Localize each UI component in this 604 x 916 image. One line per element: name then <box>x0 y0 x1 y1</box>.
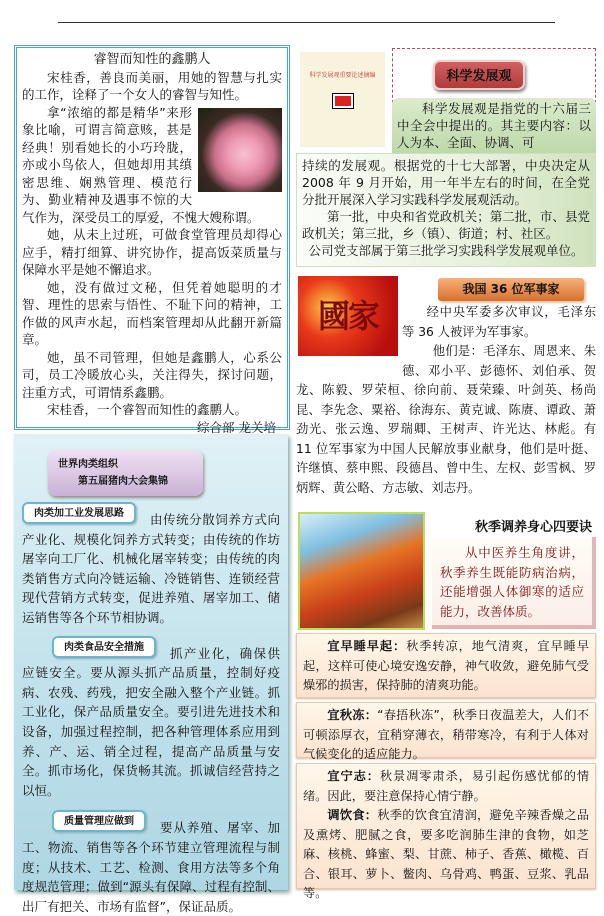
book-cover-image <box>300 52 385 147</box>
tip-text: 秋景凋零肃杀，易引起伤感忧郁的情绪。因此，要注意保持心情宁静。 <box>303 769 590 803</box>
article-pork-conference <box>14 434 288 914</box>
science-panel <box>296 153 596 267</box>
signature: 综合部 龙关培 <box>197 419 276 435</box>
tip-heading: 宜秋冻： <box>327 708 378 722</box>
tip-box <box>296 702 596 761</box>
section-tag: 肉类食品安全措施 <box>52 636 156 658</box>
header-rule <box>58 22 555 23</box>
paragraph: 经中央军委多次审议，毛泽东等 36 人被评为军事家。 <box>402 305 596 339</box>
paragraph: 公司党支部属于第三批学习实践科学发展观单位。 <box>308 243 584 258</box>
tip-text: “春捂秋冻”，秋季日夜温差大，人们不可顿添厚衣，宜稍穿薄衣，稍带寒冷，有利于人体对气候变化的适应能力。 <box>303 708 589 761</box>
article-title: 睿智而知性的鑫鹏人 <box>93 52 211 67</box>
article-xinpeng-person <box>14 45 290 435</box>
rose-photo <box>198 108 282 192</box>
section-title: 秋季调养身心四要诀 <box>474 520 592 535</box>
section-title-badge: 我国 36 位军事家 <box>438 278 584 301</box>
paragraph: 她，虽不司管理，但她是鑫鹏人，心系公司，员工冷暖放心头，关注得失，探讨问题，注重方式，可谓情系鑫鹏。 <box>22 349 282 400</box>
science-panel-top <box>392 98 596 156</box>
paragraph: 从中医养生角度讲，秋季养生既能防病治病，还能增强人体御寒的适应能力，改善体质。 <box>440 545 584 619</box>
section-processing <box>22 502 280 628</box>
paragraph: 持续的发展观。根据党的十七大部署，中央决定从 2008 年 9 月开始，用一年半左右的时间，在全党分批开展深入学习实践科学发展观活动。 <box>302 158 590 207</box>
section-safety <box>22 636 280 801</box>
tip-text: 秋季的饮食宜清润，避免辛辣香燥之品及熏烤、肥腻之食，要多吃润肺生津的食物，如芝麻、核桃、蜂蜜、梨、甘蔗、柿子、香蕉、橄榄、百合、银耳、萝卜、鳖肉、乌骨鸡、鸭蛋、豆浆、乳品等。 <box>303 808 590 900</box>
section-quality <box>22 810 280 916</box>
image-lettering: 國家 <box>317 297 378 335</box>
section-tag: 质量管理应做到 <box>52 810 146 832</box>
title-line: 世界肉类组织 <box>58 459 118 470</box>
party-flag-icon <box>332 93 354 109</box>
paragraph: 宋桂香，善良而美丽，用她的智慧与扎实的工作，诠释了一个女人的睿智与知性。 <box>22 69 282 102</box>
paragraph: 科学发展观是指党的十六届三中全会中提出的。其主要内容：以人为本、全面、协调、可 <box>397 101 591 150</box>
autumn-leaves-photo <box>298 512 425 630</box>
tip-box <box>296 633 596 698</box>
tip-heading: 宜早睡早起： <box>327 639 407 653</box>
paragraph: 第一批，中央和省党政机关；第二批，市、县党政机关；第三批，乡（镇）、街道；村、社区。 <box>302 209 590 241</box>
section-text: 由传统分散饲养方式向产业化、规模化饲养方式转变；由传统的作坊屠宰向工厂化、机械化屠宰转变；由传统的肉类销售方式向冷链运输、冷链销售、连锁经营现代营销方式转变，促进养殖、屠宰加工、储运销售等各个环节相协调。 <box>22 512 280 625</box>
conference-title-box <box>48 450 203 496</box>
section-title-badge: 科学发展观 <box>433 60 525 90</box>
tip-heading: 调饮食： <box>327 808 378 822</box>
tip-box <box>296 763 596 900</box>
paragraph: 他们是：毛泽东、周恩来、朱德、邓小平、彭德怀、刘伯承、贺龙、陈毅、罗荣桓、徐向前、聂荣臻、叶剑英、杨尚昆、李先念、粟裕、徐海东、黄克诚、陈赓、谭政、萧劲光、张云逸、罗瑞卿、王树声、许光达、林彪。有 11 位军事家为中国人民解放事业献身，他们是叶挺、许继慎、蔡申熙、段德昌、曾中生、左权、彭雪枫、罗炳辉、黄公略、方志敏、刘志丹。 <box>296 344 596 495</box>
title-line: 第五届猪肉大会集锦 <box>78 476 168 487</box>
paragraph: 宋桂香，一个睿智而知性的鑫鹏人。 <box>47 402 248 417</box>
tip-heading: 宜宁志： <box>327 769 380 783</box>
section-text: 抓产业化，确保供应链安全。要从源头抓产品质量，控制好疫病、农残、药残，把安全融入整个产业链。抓工业化，保产品质量安全。要引进先进技术和设备，加强过程控制，把各种管理体系应用到养、产、运、销全过程，提高产品质量与安全。抓市场化，保货畅其流。抓诚信经营持之以恒。 <box>22 645 280 798</box>
section-text: 要从养殖、屠宰、加工、物流、销售等各个环节建立管理流程与制度；从技术、工艺、检测、食用方法等多个角度规范管理；做到“源头有保障、过程有控制、出厂有把关、市场有监督”，保证品质。 <box>22 820 280 914</box>
paragraph: 她，没有做过文秘，但凭着她聪明的才智、理性的思索与悟性、不耻下问的精神，工作做的风声水起，而档案管理却从此翻开新篇章。 <box>22 279 282 347</box>
paragraph: 拿“浓缩的都是精华”来形象比喻，可谓言简意赅，甚是经典！别看她长的小巧玲胧，亦或小鸟依人，但她却用其缜密思维、娴熟管理、模范行为、勤业精神及遇事不惊的大气作为，深受员工的厚爱，不愧大嫂称谓。 <box>22 104 260 225</box>
intro-box <box>432 537 596 629</box>
book-title: 科学发展观重要论述摘编 <box>309 72 376 79</box>
article-military <box>296 303 596 498</box>
paragraph: 她，从未上过班，可做食堂管理员却得心应手，精打细算、讲究协作，提高饭菜质量与保障水平是她不懈追求。 <box>22 227 282 277</box>
tip-text: 秋季转凉，地气清爽，宜早睡早起，这样可使心境安逸安静，神气收敛，避免肺气受燥邪的损害，保持肺的清爽功能。 <box>303 639 590 692</box>
section-tag: 肉类加工业发展思路 <box>22 502 136 524</box>
